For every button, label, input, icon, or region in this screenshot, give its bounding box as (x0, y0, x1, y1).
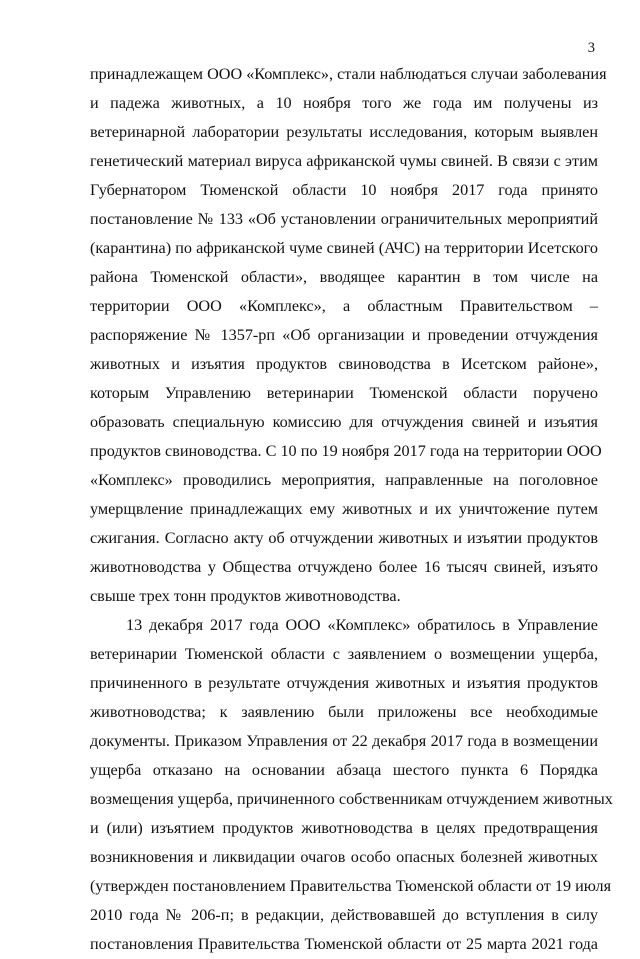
paragraph-1 (90, 60, 607, 611)
text-line: животноводства; к заявлению были приложены все необходимые (90, 703, 598, 721)
text-line: причиненного в результате отчуждения животных и изъятия продуктов (90, 674, 598, 692)
text-line: умерщвление принадлежащих ему животных и их уничтожение путем (90, 500, 598, 518)
text-line: принадлежащем ООО «Комплекс», стали наблюдаться случаи заболевания (90, 65, 607, 83)
text-line: ветеринарии Тюменской области с заявлением о возмещении ущерба, (90, 645, 598, 663)
text-line: ущерба отказано на основании абзаца шестого пункта 6 Порядка (90, 761, 598, 779)
text-line: района Тюменской области», вводящее карантин в том числе на (90, 268, 598, 286)
text-line: Губернатором Тюменской области 10 ноября 2017 года принято (90, 181, 598, 199)
text-line: (карантина) по африканской чуме свиней (АЧС) на территории Исетского (90, 239, 598, 257)
text-line: 2010 года № 206-п; в редакции, действовавшей до вступления в силу (90, 906, 598, 924)
text-line: территории ООО «Комплекс», а областным Правительством – (90, 297, 598, 315)
text-line: и падежа животных, а 10 ноября того же года им получены из (90, 94, 598, 112)
page-number: 3 (587, 40, 595, 56)
text-line: возникновения и ликвидации очагов особо опасных болезней животных (90, 848, 598, 866)
text-line: постановления Правительства Тюменской области от 25 марта 2021 года (90, 935, 598, 953)
document-body (90, 60, 613, 959)
text-line: генетический материал вируса африканской чумы свиней. В связи с этим (90, 152, 598, 170)
text-line: животных и изъятия продуктов свиноводства в Исетском районе», (90, 355, 598, 373)
text-line: которым Управлению ветеринарии Тюменской области поручено (90, 384, 598, 402)
text-line: ветеринарной лаборатории результаты исследования, которым выявлен (90, 123, 598, 141)
text-line: документы. Приказом Управления от 22 декабря 2017 года в возмещении (90, 732, 598, 750)
text-line: распоряжение № 1357-рп «Об организации и проведении отчуждения (90, 326, 598, 344)
text-line: свыше трех тонн продуктов животноводства. (90, 587, 401, 605)
text-line: сжигания. Согласно акту об отчуждении животных и изъятии продуктов (90, 529, 598, 547)
text-line: постановление № 133 «Об установлении ограничительных мероприятий (90, 210, 598, 228)
text-line: 13 декабря 2017 года ООО «Комплекс» обратилось в Управление (126, 616, 598, 634)
text-line: животноводства у Общества отчуждено более 16 тысяч свиней, изъято (90, 558, 598, 576)
text-line: «Комплекс» проводились мероприятия, направленные на поголовное (90, 471, 598, 489)
text-line: образовать специальную комиссию для отчуждения свиней и изъятия (90, 413, 598, 431)
paragraph-2 (90, 611, 613, 959)
text-line: возмещения ущерба, причиненного собственникам отчуждением животных (90, 790, 613, 808)
text-line: продуктов свиноводства. С 10 по 19 ноября 2017 года на территории ООО (90, 442, 602, 460)
text-line: (утвержден постановлением Правительства Тюменской области от 19 июля (90, 877, 612, 895)
text-line: и (или) изъятием продуктов животноводства в целях предотвращения (90, 819, 598, 837)
